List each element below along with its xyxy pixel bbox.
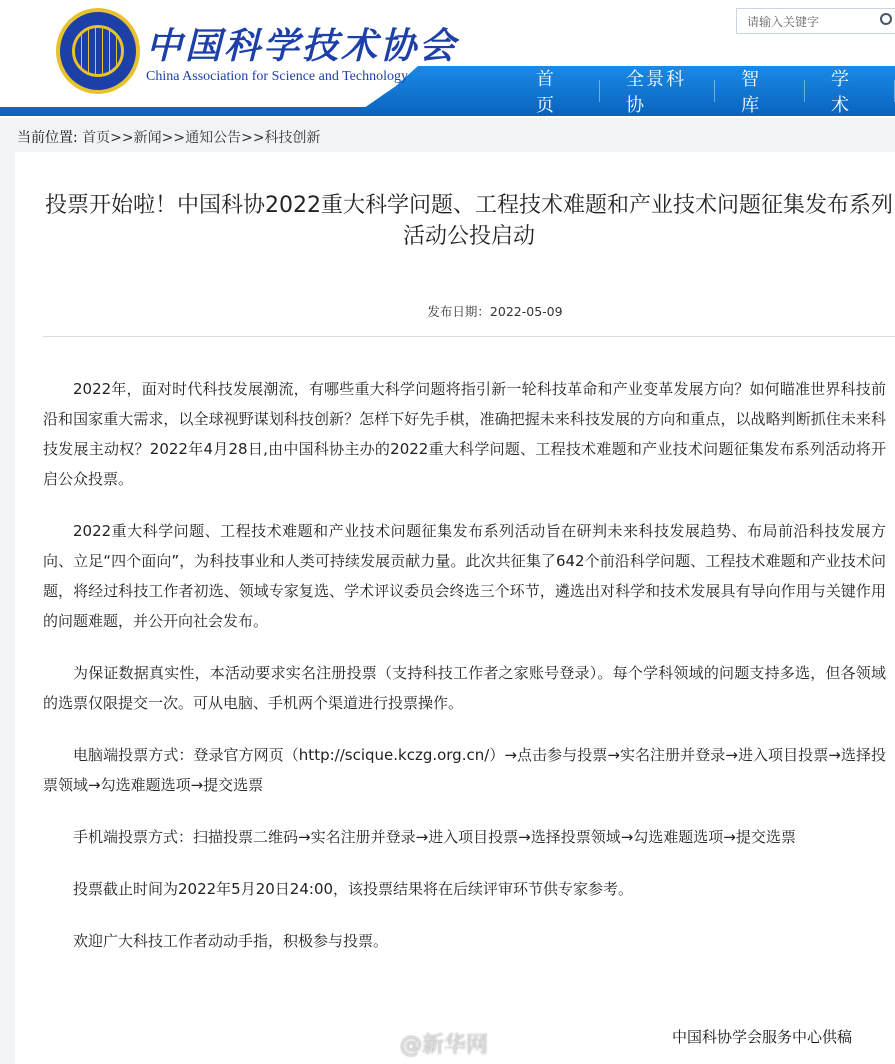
- site-header: [0, 0, 895, 118]
- nav-academic[interactable]: 学 术: [831, 69, 852, 116]
- paragraph: 手机端投票方式：扫描投票二维码→实名注册并登录→进入项目投票→选择投票领域→勾选难题选项→提交选票: [73, 828, 796, 846]
- breadcrumb-path[interactable]: 首页>>新闻>>通知公告>>科技创新: [82, 130, 321, 146]
- paragraph: 电脑端投票方式：登录官方网页（http://scique.kczg.org.cn/）→点击参与投票→实名注册并登录→进入项目投票→选择投票领域→勾选难题选项→提交选票: [43, 746, 886, 794]
- article-title: 投票开始啦！中国科协2022重大科学问题、工程技术难题和产业技术问题征集发布系列活动公投启动: [45, 193, 893, 249]
- search-placeholder: 请输入关键字: [747, 15, 820, 29]
- search-input[interactable]: [736, 8, 895, 34]
- paragraph: 2022重大科学问题、工程技术难题和产业技术问题征集发布系列活动旨在研判未来科技发展趋势、布局前沿科技发展方向、立足“四个面向”，为科技事业和人类可持续发展贡献力量。此次共征集了642个前沿科学问题、工程技术难题和产业技术问题，将经过科技工作者初选、领域专家复选、学术评议委员会终选三个环节，遴选出对科学和技术发展具有导向作用与关键作用的问题难题，并公开向社会发布。: [43, 522, 886, 630]
- paragraph: 为保证数据真实性，本活动要求实名注册投票（支持科技工作者之家账号登录）。每个学科领域的问题支持多选，但各领域的选票仅限提交一次。可从电脑、手机两个渠道进行投票操作。: [43, 664, 886, 712]
- article-source: 中国科协学会服务中心供稿: [672, 1028, 853, 1046]
- nav-home[interactable]: 首 页: [536, 69, 556, 116]
- search-icon[interactable]: [880, 13, 892, 25]
- main-nav: [510, 66, 895, 116]
- publish-date: 发布日期：2022-05-09: [427, 304, 563, 319]
- paragraph: 投票截止时间为2022年5月20日24:00，该投票结果将在后续评审环节供专家参考。: [73, 880, 634, 898]
- cast-emblem-logo[interactable]: [56, 8, 140, 94]
- breadcrumb-label: 当前位置:: [17, 130, 78, 146]
- article-body: [43, 374, 886, 978]
- breadcrumb: [17, 127, 321, 147]
- article-container: [15, 152, 895, 1064]
- xinhua-watermark: @新华网: [400, 1033, 489, 1058]
- org-name-cn: 中国科学技术协会: [146, 25, 459, 67]
- nav-think-tank[interactable]: 智 库: [741, 69, 762, 116]
- paragraph: 欢迎广大科技工作者动动手指，积极参与投票。: [73, 932, 389, 950]
- nav-overview[interactable]: 全景科协: [625, 69, 686, 116]
- divider: [43, 336, 895, 337]
- paragraph: 2022年，面对时代科技发展潮流，有哪些重大科学问题将指引新一轮科技革命和产业变革发展方向？如何瞄准世界科技前沿和国家重大需求，以全球视野谋划科技创新？怎样下好先手棋，准确把握未来科技发展的方向和重点，以战略判断抓住未来科技发展主动权？2022年4月28日,由中国科协主办的2022重大科学问题、工程技术难题和产业技术问题征集发布系列活动将开启公众投票。: [43, 380, 886, 488]
- org-name-en: China Association for Science and Technology: [146, 69, 408, 84]
